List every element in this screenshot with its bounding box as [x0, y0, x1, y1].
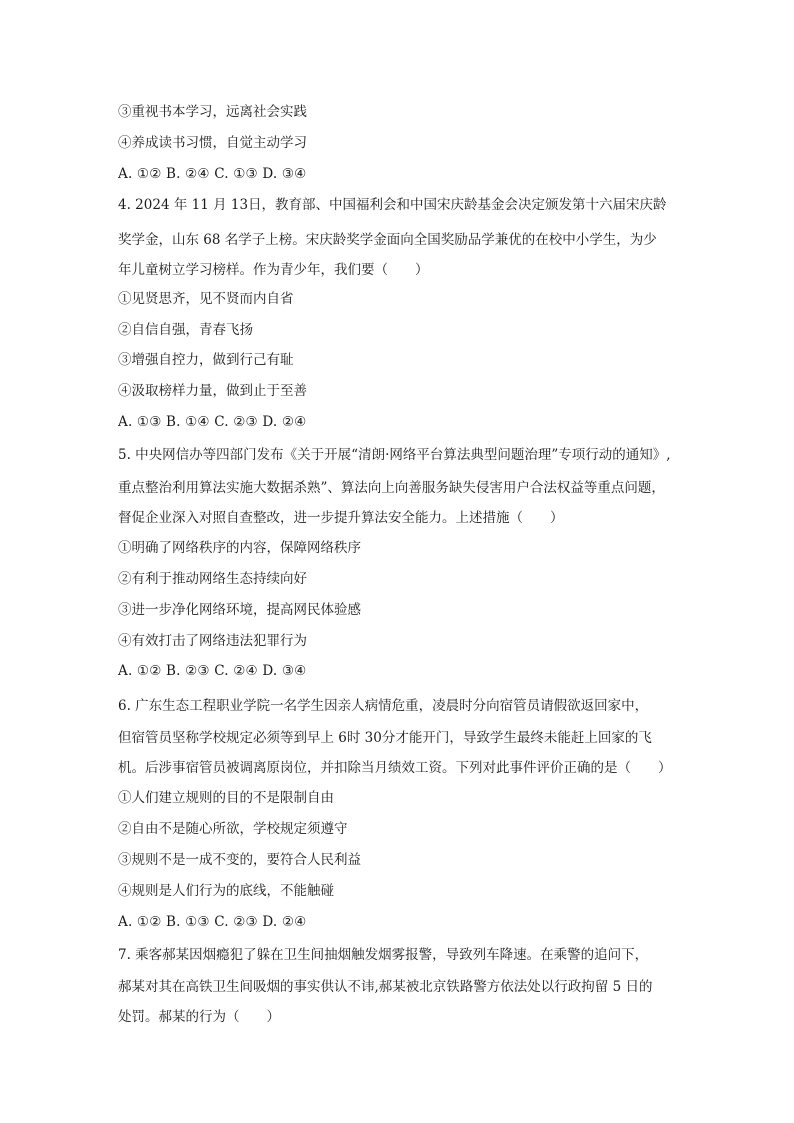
q4-stem-line-3: 年儿童树立学习榜样。作为青少年，我们要（ ）: [118, 262, 429, 278]
q6-stem-line-1: 6. 广东生态工程职业学院一名学生因亲人病情危重，凌晨时分向宿管员请假欲返回家中，: [118, 698, 649, 714]
q4-option-3: ③增强自控力，做到行己有耻: [118, 352, 294, 368]
q5-answer-choices: A. ①② B. ②③ C. ②④ D. ③④: [118, 663, 307, 679]
q6-option-4: ④规则是人们行为的底线，不能触碰: [118, 883, 334, 899]
q5-stem-line-2: 重点整治利用算法实施大数据杀熟”、算法向上向善服务缺失侵害用户合法权益等重点问题，: [118, 480, 665, 496]
q5-option-1: ①明确了网络秩序的内容，保障网络秩序: [118, 540, 361, 556]
q5-option-2: ②有利于推动网络生态持续向好: [118, 571, 307, 587]
q5-option-3: ③进一步净化网络环境，提高网民体验感: [118, 602, 361, 618]
q7-stem-line-1: 7. 乘客郝某因烟瘾犯了躲在卫生间抽烟触发烟雾报警，导致列车降速。在乘警的追问下，: [118, 947, 649, 963]
q3-option-3: ③重视书本学习，远离社会实践: [118, 104, 307, 120]
q7-stem-line-3: 处罚。郝某的行为（ ）: [118, 1009, 280, 1025]
q6-option-2: ②自由不是随心所欲，学校规定须遵守: [118, 821, 348, 837]
q4-stem-line-2: 奖学金，山东 68 名学子上榜。宋庆龄奖学金面向全国奖励品学兼优的在校中小学生，为少: [118, 232, 657, 248]
q4-option-2: ②自信自强，青春飞扬: [118, 322, 253, 338]
q7-stem-line-2: 郝某对其在高铁卫生间吸烟的事实供认不讳,郝某被北京铁路警方依法处以行政拘留 5 日的: [118, 979, 653, 995]
q6-option-3: ③规则不是一成不变的，要符合人民利益: [118, 852, 361, 868]
q5-stem-line-3: 督促企业深入对照自查整改，进一步提升算法安全能力。上述措施（ ）: [118, 510, 564, 526]
q3-answer-choices: A. ①② B. ②④ C. ①③ D. ③④: [118, 166, 307, 182]
q6-stem-line-3: 机。后涉事宿管员被调离原岗位，并扣除当月绩效工资。下列对此事件评价正确的是（ ）: [118, 760, 672, 776]
q5-stem-line-1: 5. 中央网信办等四部门发布《关于开展“清朗·网络平台算法典型问题治理”专项行动的通知》,: [118, 447, 671, 463]
q6-stem-line-2: 但宿管员坚称学校规定必须等到早上 6时 30分才能开门，导致学生最终未能赶上回家的飞: [118, 730, 652, 746]
q6-option-1: ①人们建立规则的目的不是限制自由: [118, 790, 334, 806]
q4-option-1: ①见贤思齐，见不贤而内自省: [118, 291, 294, 307]
q4-answer-choices: A. ①③ B. ①④ C. ②③ D. ②④: [118, 414, 307, 430]
q6-answer-choices: A. ①② B. ①③ C. ②③ D. ②④: [118, 914, 307, 930]
q4-option-4: ④汲取榜样力量，做到止于至善: [118, 383, 307, 399]
q5-option-4: ④有效打击了网络违法犯罪行为: [118, 633, 307, 649]
q4-stem-line-1: 4. 2024 年 11 月 13日，教育部、中国福利会和中国宋庆龄基金会决定颁发第十六届宋庆龄: [118, 197, 667, 213]
q3-option-4: ④养成读书习惯，自觉主动学习: [118, 135, 307, 151]
